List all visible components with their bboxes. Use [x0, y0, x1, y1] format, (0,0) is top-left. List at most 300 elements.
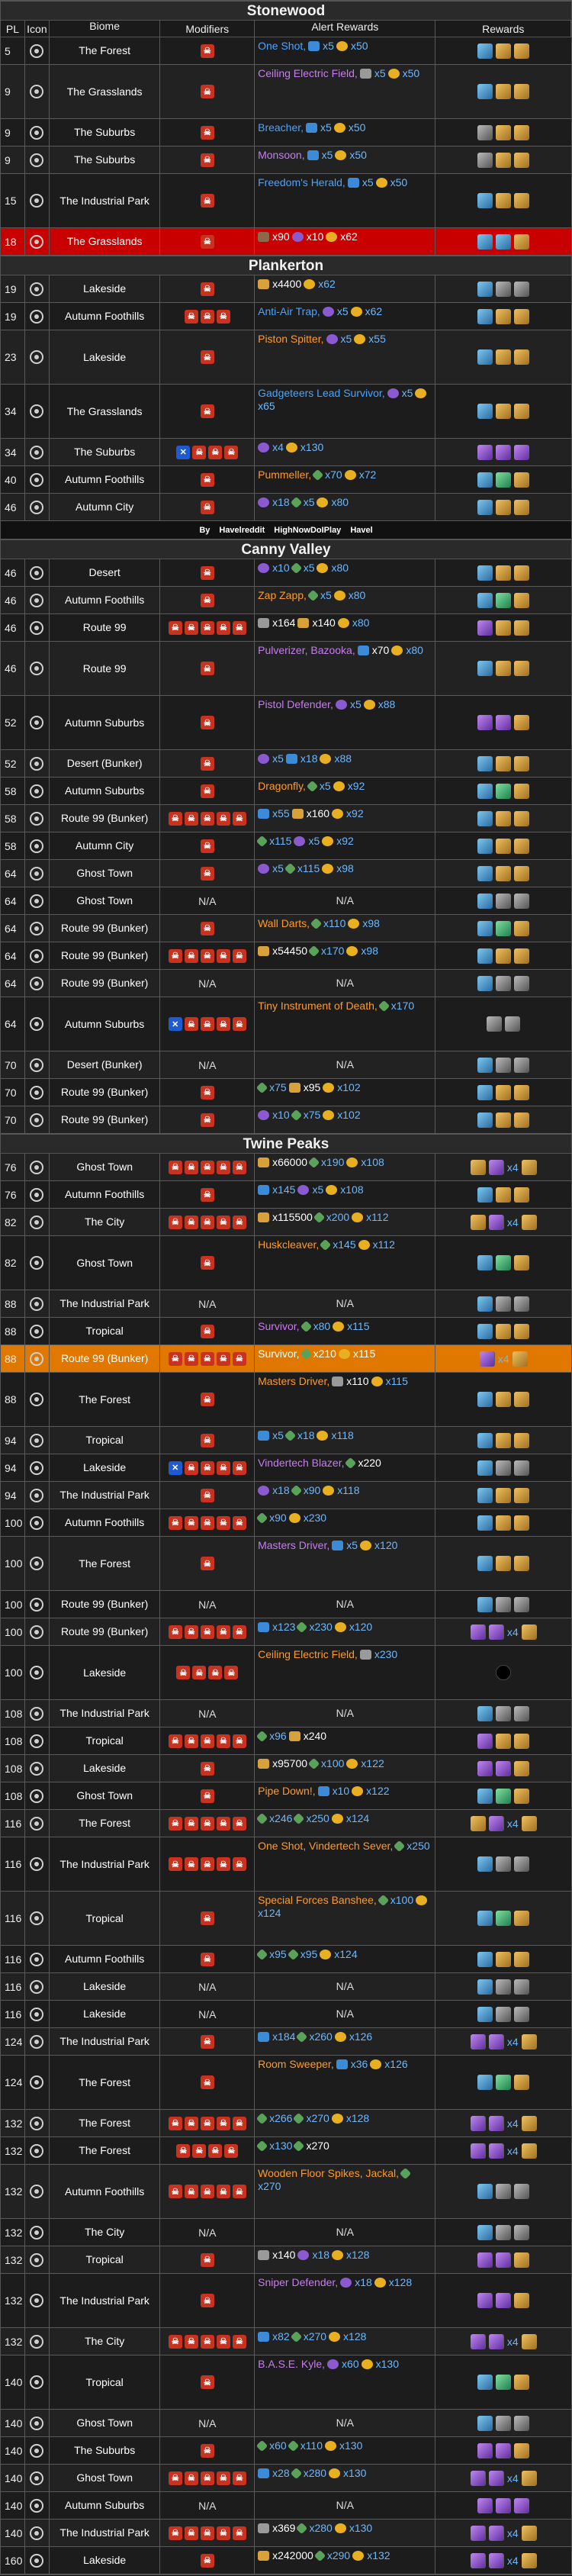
alert-text: Sniper Defender,: [258, 2276, 339, 2288]
modifier-icon: ☠: [185, 1216, 198, 1229]
hero-icon: [258, 2468, 269, 2478]
modifier-icon: ☠: [201, 2554, 214, 2568]
reward-icon: [496, 1488, 511, 1503]
mission-icon: [30, 566, 43, 580]
evo-icon: [258, 1110, 269, 1120]
mission-row[interactable]: [1, 2274, 571, 2328]
reward-icon: [496, 2252, 511, 2268]
ore-icon: [256, 1949, 268, 1961]
alert-text: x80: [348, 589, 366, 601]
alert-text: x120: [349, 1621, 373, 1633]
modifier-icon: ☠: [185, 1017, 198, 1031]
mission-type-icon: [25, 1079, 50, 1106]
modifier-icon: ☠: [169, 812, 182, 826]
mission-row[interactable]: [1, 275, 571, 303]
mission-row[interactable]: [1, 1646, 571, 1700]
reward-icon: [496, 1911, 511, 1926]
mission-row[interactable]: [1, 1973, 571, 2001]
mission-row[interactable]: [1, 1290, 571, 1318]
modifier-icon: ☠: [192, 2144, 206, 2158]
mission-icon: [30, 2499, 43, 2513]
rewards: [435, 174, 571, 227]
mission-row[interactable]: [1, 2110, 571, 2137]
mission-type-icon: [25, 1345, 50, 1372]
rewards: [435, 1427, 571, 1454]
alert-rewards: [255, 2437, 435, 2464]
mission-row[interactable]: [1, 1810, 571, 1837]
modifier-icon: ✕: [176, 446, 190, 459]
modifier-icon: ☠: [201, 922, 214, 935]
modifier-icon: ☠: [201, 2117, 214, 2130]
reward-icon: [477, 472, 493, 488]
mission-row[interactable]: [1, 1509, 571, 1537]
mission-row[interactable]: [1, 1236, 571, 1290]
mission-row[interactable]: [1, 1782, 571, 1810]
mission-row[interactable]: [1, 2355, 571, 2410]
mission-row[interactable]: [1, 2137, 571, 2165]
ore-icon: [293, 2140, 305, 2153]
mission-type-icon: [25, 915, 50, 942]
modifier-icon: ☠: [233, 1461, 246, 1475]
mission-icon: [30, 2185, 43, 2198]
mission-row[interactable]: [1, 119, 571, 147]
mission-row[interactable]: [1, 997, 571, 1051]
mission-icon: [30, 1113, 43, 1127]
rewards: [435, 1454, 571, 1481]
mission-row[interactable]: [1, 1106, 571, 1134]
mission-row[interactable]: [1, 2219, 571, 2246]
mission-row[interactable]: [1, 2437, 571, 2465]
reward-count: x4: [497, 1352, 509, 1365]
power-level: 94: [1, 1482, 25, 1509]
alert-rewards: [255, 303, 435, 330]
alert-rewards: [255, 439, 435, 465]
reward-icon: [471, 2471, 486, 2486]
mission-row[interactable]: [1, 228, 571, 256]
mission-row[interactable]: [1, 2410, 571, 2437]
mission-row[interactable]: [1, 1700, 571, 1728]
mission-row[interactable]: [1, 65, 571, 119]
reward-icon: [487, 1016, 502, 1032]
ore-icon: [287, 2440, 299, 2452]
power-level: 116: [1, 1973, 25, 2000]
alert-rewards: [255, 119, 435, 146]
mission-row[interactable]: [1, 37, 571, 65]
alert-text: x115: [269, 835, 292, 847]
mission-icon: [30, 404, 43, 418]
coin-icon: [374, 2278, 386, 2288]
mission-row[interactable]: [1, 1537, 571, 1591]
alert-text: x55: [272, 807, 290, 819]
modifiers: [160, 1454, 255, 1481]
mission-row[interactable]: [1, 2328, 571, 2355]
mission-icon: [30, 44, 43, 58]
power-level: 140: [1, 2355, 25, 2409]
modifier-icon: ☠: [208, 1666, 222, 1679]
power-level: 116: [1, 1837, 25, 1891]
modifiers-na: N/A: [198, 1598, 217, 1611]
alert-text: x128: [343, 2330, 367, 2343]
biome-name: The Industrial Park: [50, 1700, 161, 1727]
evo-icon: [327, 2359, 339, 2369]
alert-rewards: [255, 330, 435, 384]
coin-icon: [323, 1083, 334, 1093]
mission-row[interactable]: [1, 915, 571, 942]
modifier-icon: ☠: [201, 1352, 214, 1366]
mission-row[interactable]: [1, 2028, 571, 2056]
power-level: 46: [1, 559, 25, 586]
rewards: [435, 65, 571, 118]
section-title: Twine Peaks: [1, 1134, 571, 1154]
alert-text: N/A: [336, 1707, 354, 1719]
mission-row[interactable]: [1, 642, 571, 696]
modifiers: [160, 439, 255, 465]
mission-type-icon: [25, 228, 50, 255]
mission-row[interactable]: [1, 1755, 571, 1782]
alert-text: x4: [272, 441, 284, 453]
modifiers: [160, 385, 255, 438]
reward-icon: [496, 1761, 511, 1776]
modifiers: [160, 970, 255, 997]
alert-text: N/A: [336, 894, 354, 906]
mission-row[interactable]: [1, 1482, 571, 1509]
mission-row[interactable]: [1, 2165, 571, 2219]
mission-row[interactable]: [1, 750, 571, 778]
modifier-icon: ☠: [224, 1666, 238, 1679]
biome-name: Autumn Suburbs: [50, 2492, 161, 2519]
rewards: [435, 832, 571, 859]
alert-text: x270: [306, 2140, 329, 2152]
rewards: [435, 915, 571, 942]
power-level: 70: [1, 1106, 25, 1133]
alert-rewards: [255, 887, 435, 914]
alert-text: x80: [331, 496, 349, 508]
mission-row[interactable]: [1, 887, 571, 915]
reward-icon: [477, 1460, 493, 1476]
mission-row[interactable]: [1, 1079, 571, 1106]
mission-row[interactable]: [1, 1427, 571, 1454]
reward-icon: [496, 1324, 511, 1339]
alert-text: N/A: [336, 1058, 354, 1071]
mission-icon: [30, 621, 43, 635]
biome-name: Route 99 (Bunker): [50, 1618, 161, 1645]
mission-row[interactable]: [1, 1318, 571, 1345]
modifiers: [160, 1427, 255, 1454]
reward-icon: [471, 2034, 486, 2050]
alert-text: x164: [272, 617, 296, 629]
mission-row[interactable]: [1, 614, 571, 642]
modifiers: [160, 1373, 255, 1426]
alert-text: Room Sweeper,: [258, 2058, 334, 2070]
coin-icon: [289, 1513, 300, 1523]
mission-row[interactable]: [1, 2001, 571, 2028]
modifier-icon: ☠: [233, 2335, 246, 2349]
reward-icon: [514, 1255, 529, 1270]
mission-icon: [30, 894, 43, 908]
coin-icon: [326, 232, 337, 242]
alert-rewards: [255, 970, 435, 997]
rewards: [435, 642, 571, 695]
mission-row[interactable]: [1, 494, 571, 521]
biome-name: Tropical: [50, 1427, 161, 1454]
coin-icon: [352, 2551, 364, 2561]
mission-row[interactable]: [1, 303, 571, 330]
mission-row[interactable]: [1, 1728, 571, 1755]
rewards: [435, 2465, 571, 2491]
ore-icon: [307, 781, 319, 793]
mission-icon: [30, 2253, 43, 2267]
modifiers: [160, 1181, 255, 1208]
tool-icon: [258, 618, 269, 628]
alert-rewards: [255, 2520, 435, 2546]
alert-rewards: [255, 1728, 435, 1754]
alert-rewards: [255, 2028, 435, 2055]
reward-icon: [477, 1556, 493, 1571]
reward-icon: [477, 193, 493, 208]
alert-rewards: [255, 2328, 435, 2355]
reward-icon: [514, 1952, 529, 1967]
mission-type-icon: [25, 970, 50, 997]
mission-row[interactable]: [1, 2492, 571, 2520]
modifier-icon: ☠: [201, 126, 214, 140]
modifier-icon: ☠: [233, 2526, 246, 2540]
mission-row[interactable]: [1, 1181, 571, 1209]
mission-row[interactable]: [1, 1373, 571, 1427]
mission-icon: [30, 1297, 43, 1311]
reward-icon: [477, 1187, 493, 1203]
mission-icon: [30, 1256, 43, 1270]
modifier-icon: ☠: [201, 404, 214, 418]
modifiers: [160, 805, 255, 832]
mission-row[interactable]: [1, 1209, 571, 1236]
biome-name: The Forest: [50, 2137, 161, 2164]
mission-type-icon: [25, 2028, 50, 2055]
alert-rewards: [255, 1427, 435, 1454]
coin-icon: [332, 2114, 343, 2124]
rewards: [435, 970, 571, 997]
reward-icon: [477, 2252, 493, 2268]
power-level: 82: [1, 1236, 25, 1290]
credit-reddit: Havelreddit: [219, 525, 265, 535]
alert-text: x18: [312, 2249, 330, 2261]
coin-icon: [332, 809, 343, 819]
reward-icon: [514, 1187, 529, 1203]
alert-text: N/A: [336, 1980, 354, 1992]
mission-row[interactable]: [1, 2547, 571, 2574]
alert-text: Vindertech Blazer,: [258, 1457, 345, 1469]
mission-row[interactable]: [1, 970, 571, 997]
alert-text: x115: [297, 862, 320, 874]
reward-icon: [514, 1433, 529, 1448]
mission-row[interactable]: [1, 147, 571, 174]
alert-text: x5: [401, 387, 413, 399]
table-header: [1, 21, 571, 37]
modifier-icon: ☠: [201, 949, 214, 963]
biome-name: Lakeside: [50, 1755, 161, 1782]
modifiers-na: N/A: [198, 2499, 217, 2512]
alert-text: Huskcleaver,: [258, 1238, 320, 1251]
evo-icon: [258, 754, 269, 764]
reward-icon: [514, 1515, 529, 1531]
modifiers: [160, 860, 255, 887]
alert-text: x5: [323, 40, 334, 52]
modifier-icon: ☠: [217, 2335, 230, 2349]
evo-icon: [258, 1486, 269, 1496]
alert-text: x242000: [272, 2549, 313, 2562]
alert-text: Pulverizer, Bazooka,: [258, 644, 355, 656]
ore-icon: [287, 1949, 299, 1961]
alert-rewards: [255, 1051, 435, 1078]
mission-row[interactable]: [1, 805, 571, 832]
ore-icon: [312, 469, 324, 481]
reward-icon: [496, 1058, 511, 1073]
mission-row[interactable]: [1, 2520, 571, 2547]
mission-type-icon: [25, 997, 50, 1051]
modifiers-na: N/A: [198, 1297, 217, 1310]
mission-type-icon: [25, 2274, 50, 2327]
alert-text: x270: [306, 2112, 329, 2124]
evo-icon: [297, 2250, 309, 2260]
coin-icon: [354, 334, 365, 344]
modifiers: [160, 1618, 255, 1645]
mission-row[interactable]: [1, 1892, 571, 1946]
mission-row[interactable]: [1, 1591, 571, 1618]
reward-icon: [477, 1515, 493, 1531]
reward-icon: [477, 2416, 493, 2431]
mission-row[interactable]: [1, 174, 571, 228]
alert-text: x118: [331, 1429, 354, 1441]
mission-icon: [30, 1762, 43, 1776]
mission-row[interactable]: [1, 2246, 571, 2274]
mission-row[interactable]: [1, 778, 571, 805]
ore-icon: [284, 1430, 297, 1442]
header-rewards: Rewards: [435, 21, 571, 37]
mission-row[interactable]: [1, 1618, 571, 1646]
mission-type-icon: [25, 2437, 50, 2464]
mission-row[interactable]: [1, 860, 571, 887]
modifiers: [160, 2465, 255, 2491]
reward-icon: [471, 1816, 486, 1831]
mission-row[interactable]: [1, 1837, 571, 1892]
reward-icon: [514, 620, 529, 636]
mission-icon: [30, 594, 43, 607]
rewards: [435, 942, 571, 969]
mission-row[interactable]: [1, 942, 571, 970]
mission-row[interactable]: [1, 2465, 571, 2492]
reward-icon: [477, 2225, 493, 2240]
rewards: [435, 1973, 571, 2000]
alert-text: x10: [332, 1785, 350, 1797]
power-level: 88: [1, 1318, 25, 1344]
section-title: Stonewood: [1, 1, 571, 21]
modifier-icon: ☠: [169, 2335, 182, 2349]
power-level: 108: [1, 1755, 25, 1782]
modifiers: [160, 1837, 255, 1891]
reward-icon: [496, 2007, 511, 2022]
modifier-icon: ☠: [185, 2117, 198, 2130]
mission-row[interactable]: [1, 559, 571, 587]
modifiers: [160, 2028, 255, 2055]
mission-row[interactable]: [1, 587, 571, 614]
modifier-icon: ☠: [201, 662, 214, 675]
coin-icon: [391, 646, 403, 655]
mission-row[interactable]: [1, 466, 571, 494]
alert-text: x80: [352, 617, 370, 629]
mission-row[interactable]: [1, 2056, 571, 2110]
modifier-icon: ☠: [201, 2035, 214, 2049]
modifier-icon: ✕: [169, 1461, 182, 1475]
mission-row[interactable]: [1, 1946, 571, 1973]
ore-icon: [310, 918, 323, 930]
mission-row[interactable]: [1, 1345, 571, 1373]
biome-name: Desert (Bunker): [50, 750, 161, 777]
modifier-icon: ☠: [185, 1461, 198, 1475]
mission-row[interactable]: [1, 385, 571, 439]
alert-text: Pistol Defender,: [258, 698, 333, 710]
alert-rewards: [255, 997, 435, 1051]
alert-text: x50: [402, 67, 420, 79]
rewards: [435, 1700, 571, 1727]
rewards: [435, 1892, 571, 1945]
reward-icon: [477, 1952, 493, 1967]
alert-text: x240: [303, 1730, 327, 1742]
hero-icon: [258, 809, 269, 819]
biome-name: Tropical: [50, 1892, 161, 1945]
mission-row[interactable]: [1, 1154, 571, 1181]
modifier-icon: ☠: [201, 2294, 214, 2307]
alert-text: x5: [308, 835, 320, 847]
reward-icon: [477, 784, 493, 799]
evo-icon: [326, 334, 338, 344]
ore-icon: [296, 1621, 308, 1634]
reward-icon: [496, 1706, 511, 1721]
modifier-icon: ☠: [201, 812, 214, 826]
mission-row[interactable]: [1, 696, 571, 750]
power-level: 140: [1, 2465, 25, 2491]
modifier-icon: ☠: [185, 812, 198, 826]
reward-icon: [496, 2075, 511, 2090]
ore-icon: [256, 836, 268, 848]
mission-row[interactable]: [1, 439, 571, 466]
modifier-icon: ☠: [185, 949, 198, 963]
modifier-icon: ☠: [201, 716, 214, 729]
alert-text: Piston Spitter,: [258, 333, 324, 345]
alert-text: x123: [272, 1621, 296, 1633]
mission-row[interactable]: [1, 832, 571, 860]
reward-icon: [477, 756, 493, 771]
mission-row[interactable]: [1, 330, 571, 385]
biome-name: Route 99 (Bunker): [50, 805, 161, 832]
biome-name: Ghost Town: [50, 887, 161, 914]
power-level: 132: [1, 2165, 25, 2218]
mission-row[interactable]: [1, 1051, 571, 1079]
header-alert: Alert Rewards: [255, 21, 435, 37]
reward-icon: [496, 2225, 511, 2240]
reward-icon: [514, 1856, 529, 1872]
modifier-icon: ✕: [169, 1017, 182, 1031]
reward-icon: [477, 1979, 493, 1995]
coin-icon: [322, 836, 333, 846]
reward-icon: [496, 593, 511, 608]
mission-row[interactable]: [1, 1454, 571, 1482]
reward-icon: [496, 153, 511, 168]
power-level: 52: [1, 750, 25, 777]
reward-icon: [522, 1624, 537, 1640]
reward-icon: [514, 1058, 529, 1073]
reward-icon: [514, 976, 529, 991]
power-level: 40: [1, 466, 25, 493]
reward-icon: [514, 2416, 529, 2431]
